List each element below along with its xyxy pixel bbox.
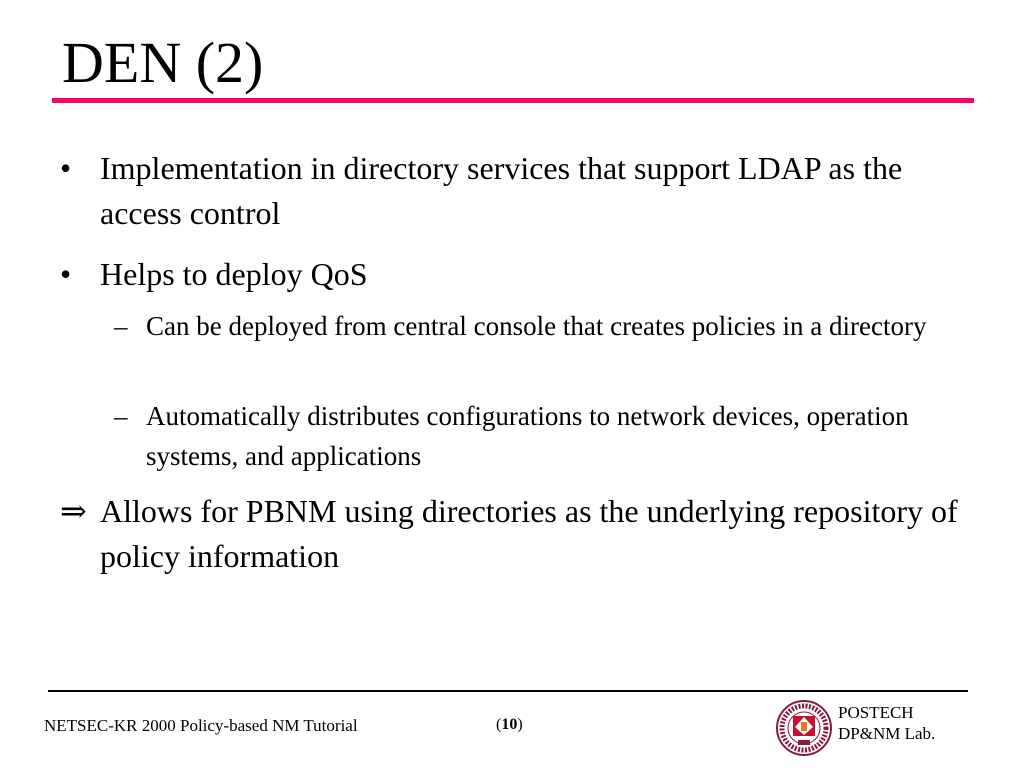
slide-title: DEN (2)	[62, 30, 264, 95]
page-close: )	[517, 716, 523, 733]
org-name: POSTECH	[838, 703, 914, 722]
bullet-item	[60, 252, 980, 297]
page-number	[496, 715, 523, 735]
bullet-text: Helps to deploy QoS	[100, 256, 368, 292]
bullet-marker: •	[60, 150, 72, 186]
lab-name: DP&NM Lab.	[838, 724, 936, 743]
implies-arrow-icon: ⇒	[60, 493, 87, 529]
bullet-item	[60, 146, 980, 236]
bullet-marker: •	[60, 256, 72, 292]
sub-bullet-text: Can be deployed from central console that creates policies in a directory	[146, 311, 927, 341]
sub-bullet-text: Automatically distributes configurations to network devices, operation systems, and applications	[146, 401, 909, 471]
org-label	[838, 702, 935, 744]
conclusion-item	[60, 489, 980, 579]
sub-bullet-item	[114, 306, 986, 346]
page-open: (	[496, 716, 502, 733]
bullet-text: Implementation in directory services that support LDAP as the access control	[100, 150, 903, 231]
sub-bullet-marker: –	[114, 311, 128, 341]
page-number-value: 10	[501, 716, 518, 733]
footer-course-title: NETSEC-KR 2000 Policy-based NM Tutorial	[44, 716, 358, 735]
title-underline	[52, 98, 974, 103]
conclusion-text: Allows for PBNM using directories as the underlying repository of policy information	[100, 493, 958, 574]
sub-bullet-marker: –	[114, 401, 128, 431]
university-seal-icon	[776, 700, 832, 756]
sub-bullet-item	[114, 396, 986, 476]
footer-divider	[48, 690, 968, 692]
